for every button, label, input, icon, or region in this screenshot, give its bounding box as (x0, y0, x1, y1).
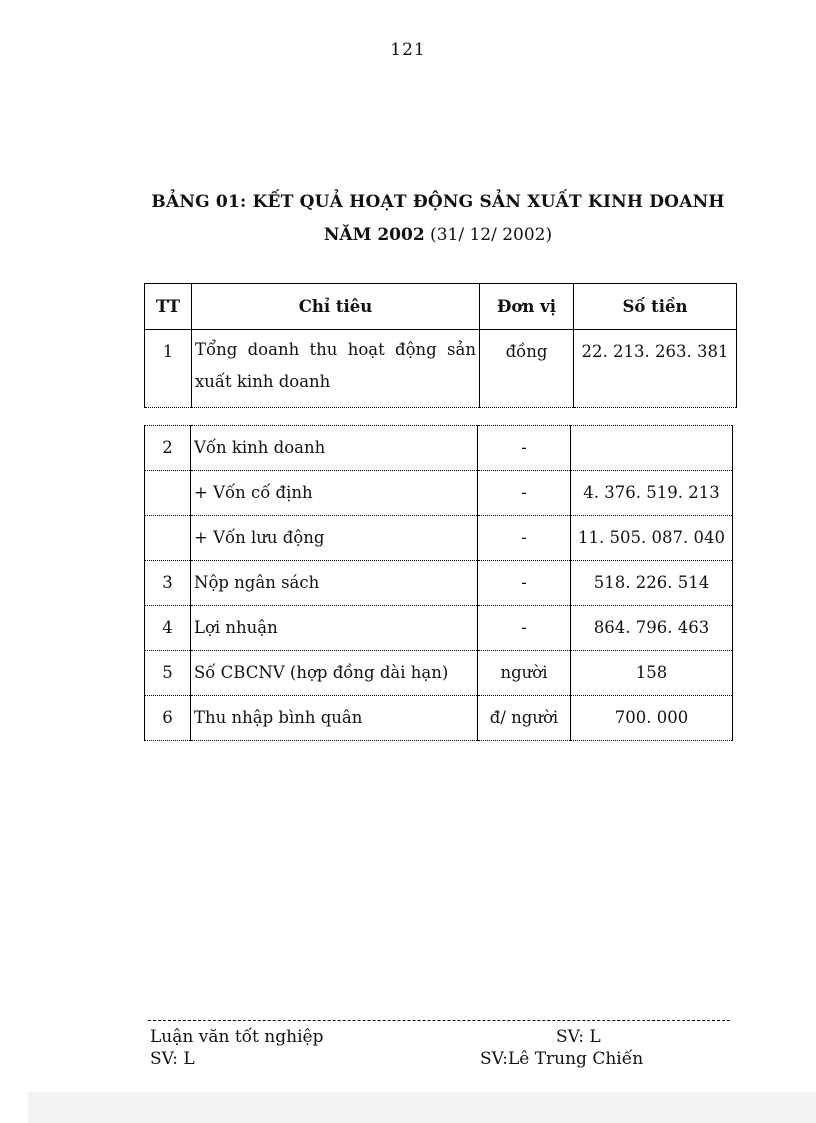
cell-chi-tieu: Vốn kinh doanh (191, 426, 478, 471)
table-subtitle-year: NĂM 2002 (323, 225, 425, 245)
cell-chi-tieu: Nộp ngân sách (191, 561, 478, 606)
table-row (145, 606, 733, 651)
cell-don-vi: - (478, 471, 571, 516)
footer-thesis-label: Luận văn tốt nghiệp (150, 1027, 324, 1047)
cell-chi-tieu: Tổng doanh thu hoạt động sản xuất kinh doanh (192, 330, 480, 408)
cell-don-vi: - (478, 516, 571, 561)
footer-student-short: SV: L (556, 1027, 601, 1047)
page-number: 121 (390, 40, 426, 60)
cell-so-tien: 864. 796. 463 (571, 606, 733, 651)
cell-don-vi: - (478, 606, 571, 651)
footer-student-name: SV:Lê Trung Chiến (480, 1049, 644, 1069)
cell-don-vi: người (478, 651, 571, 696)
cell-tt: 2 (145, 426, 191, 471)
table-row (145, 426, 733, 471)
table-row (145, 330, 737, 408)
cell-tt: 5 (145, 651, 191, 696)
table-row (145, 561, 733, 606)
table-subtitle (0, 225, 816, 245)
header-chi-tieu: Chỉ tiêu (192, 284, 480, 330)
results-table-part2 (144, 425, 733, 741)
cell-so-tien: 22. 213. 263. 381 (574, 330, 737, 408)
cell-so-tien: 518. 226. 514 (571, 561, 733, 606)
cell-don-vi: - (478, 561, 571, 606)
table-row (145, 696, 733, 741)
cell-so-tien: 11. 505. 087. 040 (571, 516, 733, 561)
cell-tt (145, 471, 191, 516)
cell-chi-tieu: + Vốn cố định (191, 471, 478, 516)
results-table-part1 (144, 283, 737, 408)
table-row (145, 651, 733, 696)
table-header-row (145, 284, 737, 330)
table-row (145, 516, 733, 561)
cell-so-tien: 700. 000 (571, 696, 733, 741)
header-tt: TT (145, 284, 192, 330)
table-title: BẢNG 01: KẾT QUẢ HOẠT ĐỘNG SẢN XUẤT KINH DOANH (151, 192, 725, 212)
cell-chi-tieu: Lợi nhuận (191, 606, 478, 651)
cell-chi-tieu: Số CBCNV (hợp đồng dài hạn) (191, 651, 478, 696)
cell-tt: 6 (145, 696, 191, 741)
table-subtitle-date: (31/ 12/ 2002) (424, 225, 553, 245)
cell-so-tien: 4. 376. 519. 213 (571, 471, 733, 516)
scan-bottom-band (28, 1092, 816, 1123)
cell-chi-tieu: Thu nhập bình quân (191, 696, 478, 741)
cell-tt: 4 (145, 606, 191, 651)
footer-student-short-left: SV: L (150, 1049, 195, 1069)
cell-don-vi: đồng (480, 330, 574, 408)
cell-tt: 3 (145, 561, 191, 606)
cell-so-tien (571, 426, 733, 471)
cell-chi-tieu: + Vốn lưu động (191, 516, 478, 561)
header-so-tien: Số tiền (574, 284, 737, 330)
cell-tt: 1 (145, 330, 192, 408)
footer-divider (148, 1020, 730, 1021)
cell-tt (145, 516, 191, 561)
cell-don-vi: đ/ người (478, 696, 571, 741)
cell-so-tien: 158 (571, 651, 733, 696)
header-don-vi: Đơn vị (480, 284, 574, 330)
table-row (145, 471, 733, 516)
cell-don-vi: - (478, 426, 571, 471)
